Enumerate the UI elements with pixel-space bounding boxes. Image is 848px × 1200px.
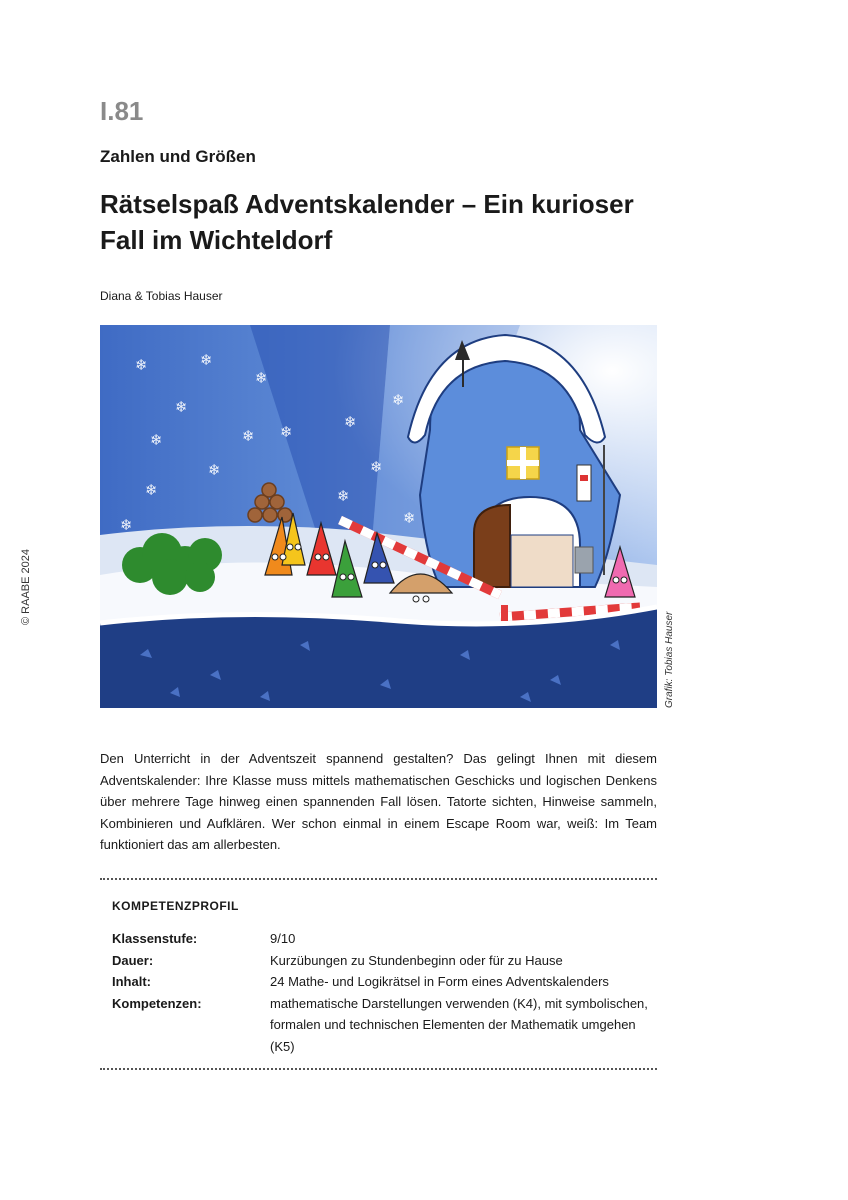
svg-text:❄: ❄ xyxy=(135,356,148,374)
subject-heading: Zahlen und Größen xyxy=(100,147,256,166)
profile-row xyxy=(112,971,652,993)
svg-text:❄: ❄ xyxy=(255,369,268,387)
divider-top xyxy=(100,878,657,880)
profile-value: Kurzübungen zu Stundenbeginn oder für zu Hause xyxy=(270,952,563,968)
profile-value: 9/10 xyxy=(270,931,296,946)
profile-label: Klassenstufe: xyxy=(112,931,198,946)
authors: Diana & Tobias Hauser xyxy=(100,289,223,303)
svg-text:❄: ❄ xyxy=(344,413,357,431)
profile-label: Inhalt: xyxy=(112,974,151,989)
intro-paragraph: Den Unterricht in der Adventszeit spannend gestalten? Das gelingt Ihnen mit diesem Adventskalender: Ihre Klasse muss mittels mathematischen Geschicks und logischen Denkens über mehrere Tage hinweg einen spannenden Fall lösen. Tatorte sichten, Hinweise sammeln, Kombinieren und Aufklären. Wer schon einmal in einem Escape Room war, weiß: Im Team funktioniert das am allerbesten. xyxy=(100,751,657,852)
document-code: I.81 xyxy=(100,96,144,126)
svg-text:❄: ❄ xyxy=(145,481,158,499)
profile-row xyxy=(112,928,652,950)
profile-value: mathematische Darstellungen verwenden (K4), mit symbolischen, formalen und technischen Elementen der Mathematik umgehen (K5) xyxy=(270,995,648,1054)
profile-label: Kompetenzen: xyxy=(112,995,202,1011)
profile-table xyxy=(112,928,652,1057)
illustration-credit: Grafik: Tobias Hauser xyxy=(664,611,675,708)
divider-bottom xyxy=(100,1068,657,1070)
svg-text:❄: ❄ xyxy=(200,351,213,369)
profile-value: 24 Mathe- und Logikrätsel in Form eines Adventskalenders xyxy=(270,974,609,989)
svg-text:❄: ❄ xyxy=(280,423,293,441)
svg-text:❄: ❄ xyxy=(150,431,163,449)
svg-text:❄: ❄ xyxy=(120,516,133,534)
profile-row xyxy=(112,993,652,1058)
wichteldorf-illustration xyxy=(100,325,657,708)
svg-text:❄: ❄ xyxy=(370,458,383,476)
svg-text:❄: ❄ xyxy=(403,509,416,527)
profile-label: Dauer: xyxy=(112,952,154,968)
svg-text:❄: ❄ xyxy=(208,461,221,479)
svg-text:❄: ❄ xyxy=(175,398,188,416)
copyright-note: © RAABE 2024 xyxy=(20,549,32,625)
page-title: Rätselspaß Adventskalender – Ein kurioser Fall im Wichteldorf xyxy=(100,189,634,255)
svg-text:❄: ❄ xyxy=(392,391,405,409)
svg-text:❄: ❄ xyxy=(242,427,255,445)
profile-row xyxy=(112,950,652,972)
svg-text:❄: ❄ xyxy=(337,487,350,505)
profile-heading: KOMPETENZPROFIL xyxy=(112,899,239,913)
